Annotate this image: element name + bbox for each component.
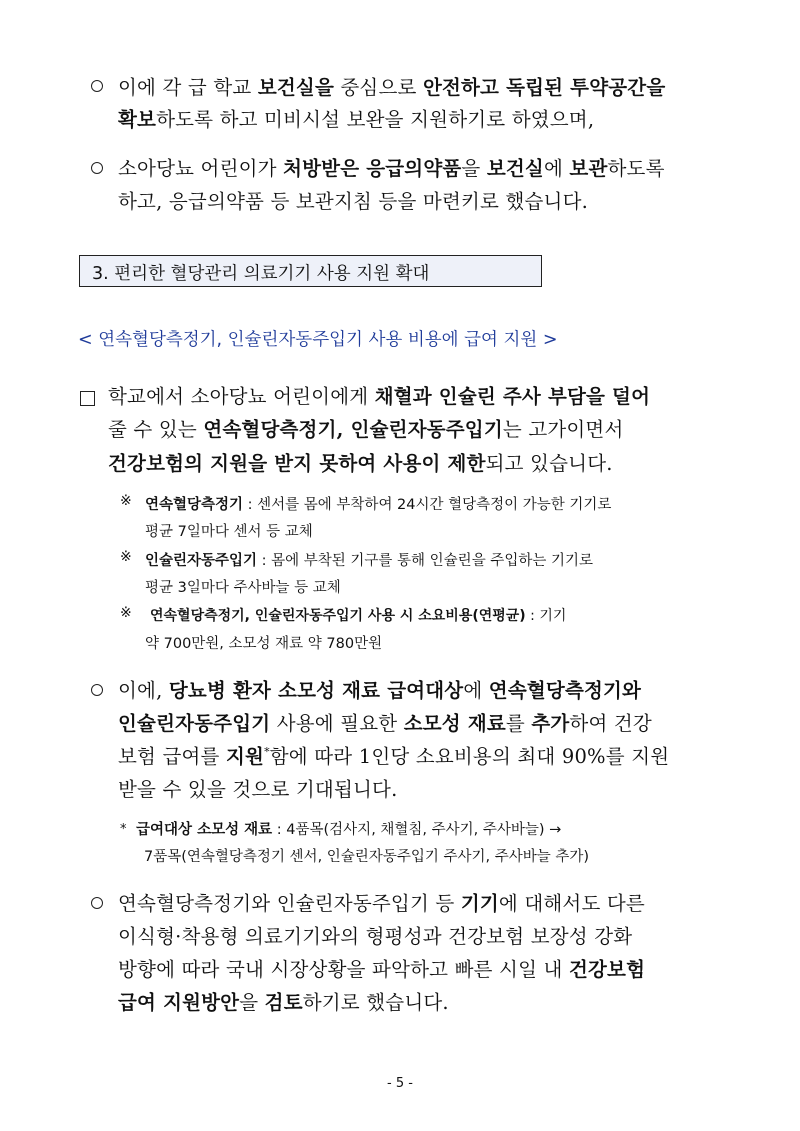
paragraph-4-line-2: 인슐린자동주입기 사용에 필요한 소모성 재료를 추가하여 건강 [118, 712, 652, 735]
note-mark: ※ [120, 549, 132, 565]
sub-heading: < 연속혈당측정기, 인슐린자동주입기 사용 비용에 급여 지원 > [78, 330, 558, 350]
paragraph-3-line-3: 건강보험의 지원을 받지 못하여 사용이 제한되고 있습니다. [108, 452, 613, 475]
paragraph-2-line-2: 하고, 응급의약품 등 보관지침 등을 마련키로 했습니다. [118, 190, 589, 213]
paragraph-3-line-1: 학교에서 소아당뇨 어린이에게 채혈과 인슐린 주사 부담을 덜어 [108, 385, 651, 408]
note-3-line-2: 약 700만원, 소모성 재료 약 780만원 [145, 636, 383, 652]
section-title: 3. 편리한 혈당관리 의료기기 사용 지원 확대 [92, 264, 430, 284]
paragraph-4-line-3: 보험 급여를 지원*함에 따라 1인당 소요비용의 최대 90%를 지원 [118, 745, 670, 768]
paragraph-2-line-1: 소아당뇨 어린이가 처방받은 응급의약품을 보건실에 보관하도록 [118, 157, 665, 180]
paragraph-1-line-1: 이에 각 급 학교 보건실을 중심으로 안전하고 독립된 투약공간을 [118, 76, 666, 99]
note-mark: ※ [120, 605, 132, 621]
bullet-circle-icon [91, 162, 103, 174]
paragraph-1-line-2: 확보하도록 하고 미비시설 보완을 지원하기로 하였으며, [118, 108, 595, 131]
paragraph-5-line-3: 방향에 따라 국내 시장상황을 파악하고 빠른 시일 내 건강보험 [118, 958, 646, 981]
paragraph-3-line-2: 줄 수 있는 연속혈당측정기, 인슐린자동주입기는 고가이면서 [108, 418, 624, 441]
section-heading-box [79, 255, 542, 287]
footnote-line-2: 7품목(연속혈당측정기 센서, 인슐린자동주입기 주사기, 주사바늘 추가) [144, 849, 589, 865]
page-number: - 5 - [387, 1076, 413, 1091]
bullet-circle-icon [91, 80, 103, 92]
note-3-line-1: 연속혈당측정기, 인슐린자동주입기 사용 시 소요비용(연평균) : 기기 [150, 608, 567, 624]
paragraph-4-line-4: 받을 수 있을 것으로 기대됩니다. [118, 778, 398, 801]
note-1-line-1: 연속혈당측정기 : 센서를 몸에 부착하여 24시간 혈당측정이 가능한 기기로 [145, 497, 612, 513]
note-2-line-1: 인슐린자동주입기 : 몸에 부착된 기구를 통해 인슐린을 주입하는 기기로 [145, 553, 593, 569]
paragraph-5-line-2: 이식형·착용형 의료기기와의 형평성과 건강보험 보장성 강화 [118, 925, 633, 948]
paragraph-4-line-1: 이에, 당뇨병 환자 소모성 재료 급여대상에 연속혈당측정기와 [118, 679, 642, 702]
bullet-circle-icon [91, 684, 103, 696]
bullet-square-icon [80, 391, 95, 406]
footnote-mark: * [120, 822, 127, 837]
note-2-line-2: 평균 3일마다 주사바늘 등 교체 [145, 580, 341, 596]
paragraph-5-line-4: 급여 지원방안을 검토하기로 했습니다. [118, 991, 449, 1014]
footnote-line-1: 급여대상 소모성 재료 : 4품목(검사지, 채혈침, 주사기, 주사바늘) → [136, 822, 562, 838]
note-mark: ※ [120, 493, 132, 509]
note-1-line-2: 평균 7일마다 센서 등 교체 [145, 524, 313, 540]
bullet-circle-icon [91, 897, 103, 909]
paragraph-5-line-1: 연속혈당측정기와 인슐린자동주입기 등 기기에 대해서도 다른 [118, 892, 645, 915]
